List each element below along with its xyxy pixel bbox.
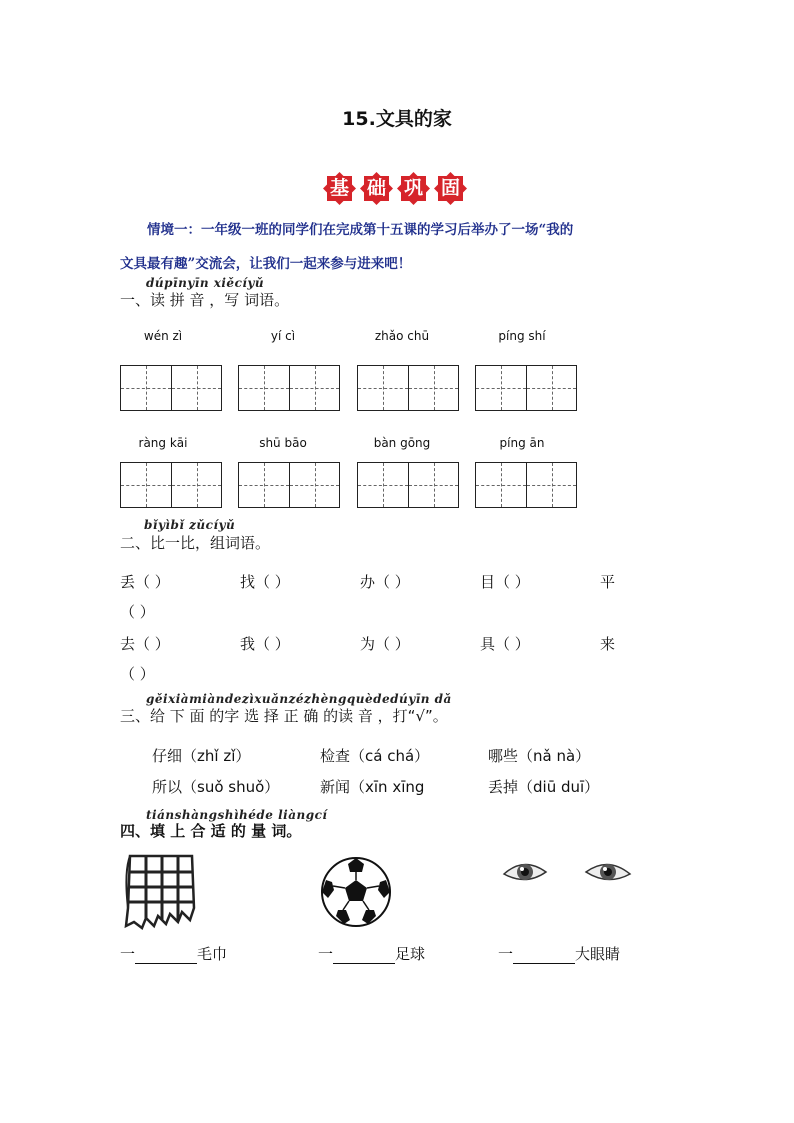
soccer-ball-icon <box>320 856 392 928</box>
word-blank[interactable]: 丢（ ） <box>120 573 170 591</box>
pinyin-prompt: bàn gōng <box>373 436 431 450</box>
word-blank[interactable]: 目（ ） <box>480 573 530 591</box>
word-blank[interactable]: 办（ ） <box>360 573 410 591</box>
intro-line-1: 情境一：一年级一班的同学们在完成第十五课的学习后举办了一场“我的 <box>147 222 574 238</box>
pinyin-prompt: wén zì <box>143 329 183 343</box>
reading-choice[interactable]: 仔细（zhǐ zǐ） <box>152 747 251 765</box>
q4-title: 四、填 上 合 适 的 量 词。 <box>120 822 302 840</box>
word-blank[interactable]: 找（ ） <box>240 573 290 591</box>
writing-grid[interactable] <box>475 365 577 411</box>
pinyin-prompt: zhǎo chū <box>374 329 430 343</box>
word-blank[interactable]: 去（ ） <box>120 635 170 653</box>
banner-badge: 巩 <box>397 172 430 205</box>
towel-icon <box>120 852 200 930</box>
banner-badge: 础 <box>360 172 393 205</box>
pinyin-prompt: shū bāo <box>259 436 307 450</box>
intro-line-2: 文具最有趣”交流会，让我们一起来参与进来吧！ <box>120 256 412 272</box>
q4-pinyin: tiánshàngshìhéde liàngcí <box>146 808 328 822</box>
word-char: 平 <box>600 573 616 591</box>
reading-choice[interactable]: 新闻（xīn xīng <box>320 778 425 796</box>
section-banner <box>323 172 467 205</box>
writing-grid[interactable] <box>120 462 222 508</box>
q3-pinyin: gěixiàmiàndezìxuǎnzézhèngquèdedúyīn dǎ <box>146 692 452 706</box>
writing-grid[interactable] <box>475 462 577 508</box>
reading-choice[interactable]: 检查（cá chá） <box>320 747 430 765</box>
pinyin-prompt: píng ān <box>499 436 545 450</box>
answer-blank[interactable] <box>513 949 575 964</box>
word-blank[interactable]: 为（ ） <box>360 635 410 653</box>
word-blank[interactable]: （ ） <box>120 665 155 683</box>
writing-grid[interactable] <box>357 462 459 508</box>
banner-badge: 基 <box>323 172 356 205</box>
q1-pinyin: dúpīnyīn xiěcíyǔ <box>146 276 265 290</box>
measure-word-item[interactable]: 一 足球 <box>318 945 426 963</box>
q1-title: 一、读 拼 音 ，写 词语。 <box>120 291 290 309</box>
eyes-icon <box>500 856 635 890</box>
measure-word-item[interactable]: 一 大眼睛 <box>498 945 621 963</box>
reading-choice[interactable]: 所以（suǒ shuǒ） <box>152 778 280 796</box>
pinyin-prompt: ràng kāi <box>138 436 188 450</box>
writing-grid[interactable] <box>120 365 222 411</box>
answer-blank[interactable] <box>135 949 197 964</box>
pinyin-prompt: píng shí <box>498 329 546 343</box>
reading-choice[interactable]: 丢掉（diū duī） <box>488 778 600 796</box>
page-title: 15.文具的家 <box>342 108 452 130</box>
pinyin-prompt: yí cì <box>270 329 296 343</box>
answer-blank[interactable] <box>333 949 395 964</box>
writing-grid[interactable] <box>357 365 459 411</box>
q2-pinyin: bǐyìbǐ zǔcíyǔ <box>144 518 236 532</box>
writing-grid[interactable] <box>238 462 340 508</box>
reading-choice[interactable]: 哪些（nǎ nà） <box>488 747 591 765</box>
word-blank[interactable]: 具（ ） <box>480 635 530 653</box>
word-blank[interactable]: 我（ ） <box>240 635 290 653</box>
word-blank[interactable]: （ ） <box>120 603 155 621</box>
q3-title: 三、给 下 面 的字 选 择 正 确 的读 音 ，打“√”。 <box>120 707 448 725</box>
q2-title: 二、比一比，组词语。 <box>120 534 271 552</box>
measure-word-item[interactable]: 一 毛巾 <box>120 945 228 963</box>
word-char: 来 <box>600 635 616 653</box>
writing-grid[interactable] <box>238 365 340 411</box>
banner-badge: 固 <box>434 172 467 205</box>
